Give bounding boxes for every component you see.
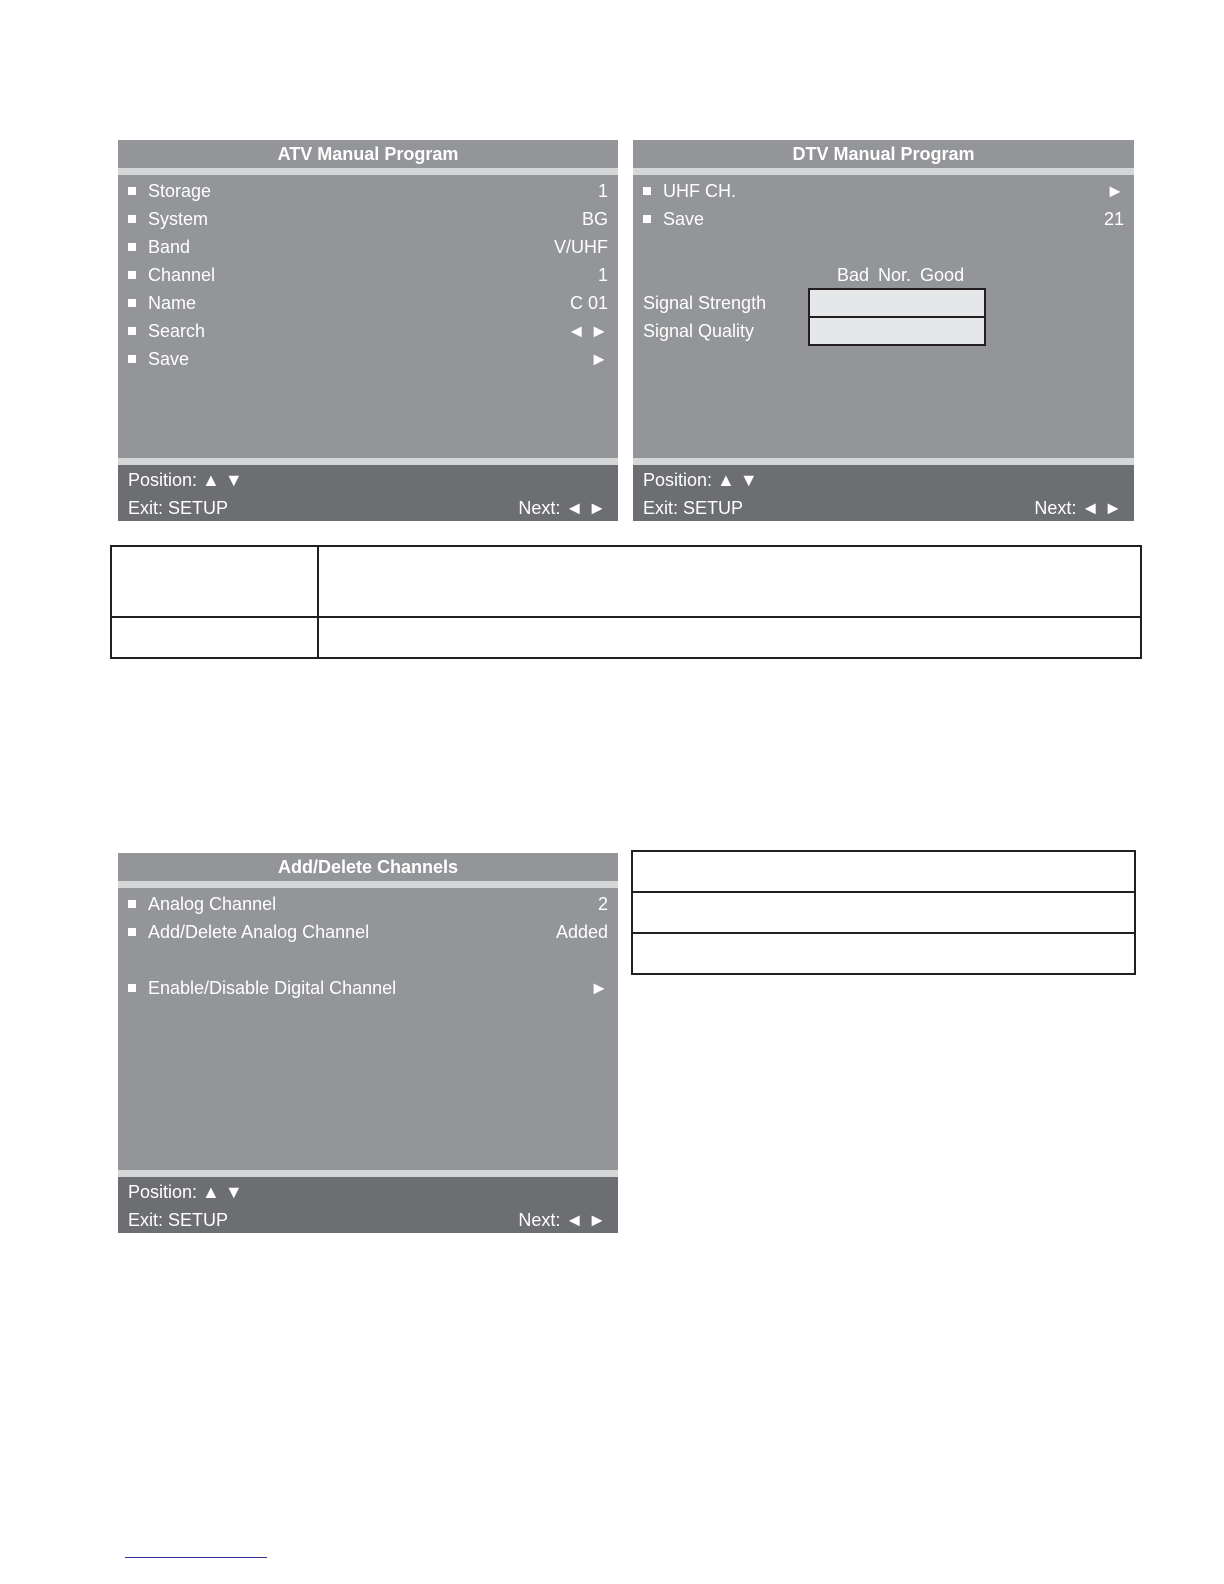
dtv-manual-program-panel bbox=[633, 140, 1134, 521]
table-row bbox=[111, 617, 1141, 658]
table-row bbox=[632, 892, 1135, 933]
menu-item-value: ◄ ► bbox=[567, 321, 608, 341]
table-row bbox=[632, 851, 1135, 892]
table-cell bbox=[111, 617, 318, 658]
next-hint: Next: ◄ ► bbox=[518, 498, 606, 518]
position-hint: Position: ▲ ▼ bbox=[128, 470, 243, 490]
menu-item-label: Storage bbox=[148, 181, 212, 201]
menu-item-value: 1 bbox=[597, 265, 608, 285]
bullet-icon bbox=[643, 215, 651, 223]
table-row bbox=[632, 933, 1135, 974]
atv-footer-separator bbox=[118, 458, 618, 465]
atv-menu-item-storage[interactable] bbox=[118, 177, 618, 205]
channel-notes-table bbox=[631, 850, 1136, 975]
menu-item-label: Channel bbox=[148, 265, 216, 285]
menu-item-value: C 01 bbox=[569, 293, 608, 313]
atv-manual-program-panel bbox=[118, 140, 618, 521]
bullet-icon bbox=[643, 187, 651, 195]
bullet-icon bbox=[128, 327, 136, 335]
menu-item-value: ► bbox=[590, 978, 608, 998]
dtv-menu-item-save[interactable] bbox=[633, 205, 1134, 233]
table-cell bbox=[111, 546, 318, 617]
signal-scale-normal: Nor. bbox=[878, 265, 912, 285]
add-delete-panel-title: Add/Delete Channels bbox=[118, 853, 618, 881]
description-table bbox=[110, 545, 1142, 659]
exit-hint: Exit: SETUP bbox=[128, 1210, 229, 1230]
menu-item-value: ► bbox=[590, 349, 608, 369]
atv-menu-item-system[interactable] bbox=[118, 205, 618, 233]
dtv-panel-footer bbox=[633, 465, 1134, 521]
signal-scale bbox=[837, 261, 973, 289]
menu-item-value: 1 bbox=[597, 181, 608, 201]
position-hint: Position: ▲ ▼ bbox=[643, 470, 758, 490]
exit-hint: Exit: SETUP bbox=[128, 498, 229, 518]
atv-menu-item-name[interactable] bbox=[118, 289, 618, 317]
table-row bbox=[111, 546, 1141, 617]
atv-menu-item-channel[interactable] bbox=[118, 261, 618, 289]
signal-strength-label: Signal Strength bbox=[643, 293, 767, 313]
atv-title-separator bbox=[118, 168, 618, 175]
bullet-icon bbox=[128, 243, 136, 251]
signal-quality-label: Signal Quality bbox=[643, 321, 755, 341]
bullet-icon bbox=[128, 187, 136, 195]
signal-scale-good: Good bbox=[920, 265, 965, 285]
menu-item-label: Name bbox=[148, 293, 197, 313]
add-delete-channels-panel bbox=[118, 853, 618, 1233]
bullet-icon bbox=[128, 299, 136, 307]
menu-item-label: Analog Channel bbox=[148, 894, 277, 914]
footnote-rule bbox=[125, 1557, 267, 1558]
atv-panel-footer bbox=[118, 465, 618, 521]
bullet-icon bbox=[128, 984, 136, 992]
table-cell bbox=[632, 851, 1135, 892]
add-delete-title-separator bbox=[118, 881, 618, 888]
bullet-icon bbox=[128, 271, 136, 279]
menu-item-label: Search bbox=[148, 321, 206, 341]
atv-menu-item-search[interactable] bbox=[118, 317, 618, 345]
menu-item-label: Enable/Disable Digital Channel bbox=[148, 978, 397, 998]
bullet-icon bbox=[128, 900, 136, 908]
menu-item-value: 2 bbox=[597, 894, 608, 914]
table-cell bbox=[632, 892, 1135, 933]
menu-item-analog-channel[interactable] bbox=[118, 890, 618, 918]
menu-item-label: System bbox=[148, 209, 209, 229]
menu-item-value: 21 bbox=[1103, 209, 1124, 229]
table-cell bbox=[632, 933, 1135, 974]
bullet-icon bbox=[128, 355, 136, 363]
add-delete-panel-footer bbox=[118, 1177, 618, 1233]
menu-item-label: UHF CH. bbox=[663, 181, 736, 201]
exit-hint: Exit: SETUP bbox=[643, 498, 744, 518]
dtv-footer-separator bbox=[633, 458, 1134, 465]
menu-item-label: Save bbox=[148, 349, 190, 369]
atv-panel-title: ATV Manual Program bbox=[118, 140, 618, 168]
bullet-icon bbox=[128, 928, 136, 936]
menu-item-label: Add/Delete Analog Channel bbox=[148, 922, 370, 942]
table-cell bbox=[318, 617, 1141, 658]
signal-scale-bad: Bad bbox=[837, 265, 870, 285]
signal-quality-bar bbox=[808, 316, 986, 346]
next-hint: Next: ◄ ► bbox=[518, 1210, 606, 1230]
atv-menu-item-band[interactable] bbox=[118, 233, 618, 261]
bullet-icon bbox=[128, 215, 136, 223]
menu-item-add-delete-analog-channel[interactable] bbox=[118, 918, 618, 946]
menu-item-label: Band bbox=[148, 237, 191, 257]
menu-item-value: Added bbox=[555, 922, 608, 942]
atv-menu-item-save[interactable] bbox=[118, 345, 618, 373]
menu-item-value: V/UHF bbox=[554, 237, 608, 257]
next-hint: Next: ◄ ► bbox=[1034, 498, 1122, 518]
menu-item-value: BG bbox=[581, 209, 608, 229]
menu-item-enable-disable-digital-channel[interactable] bbox=[118, 974, 618, 1002]
add-delete-footer-separator bbox=[118, 1170, 618, 1177]
menu-item-label: Save bbox=[663, 209, 705, 229]
dtv-title-separator bbox=[633, 168, 1134, 175]
signal-strength-bar bbox=[808, 288, 986, 318]
position-hint: Position: ▲ ▼ bbox=[128, 1182, 243, 1202]
dtv-panel-title: DTV Manual Program bbox=[633, 140, 1134, 168]
table-cell bbox=[318, 546, 1141, 617]
dtv-menu-item-uhf-channel[interactable] bbox=[633, 177, 1134, 205]
menu-item-value: ► bbox=[1106, 181, 1124, 201]
